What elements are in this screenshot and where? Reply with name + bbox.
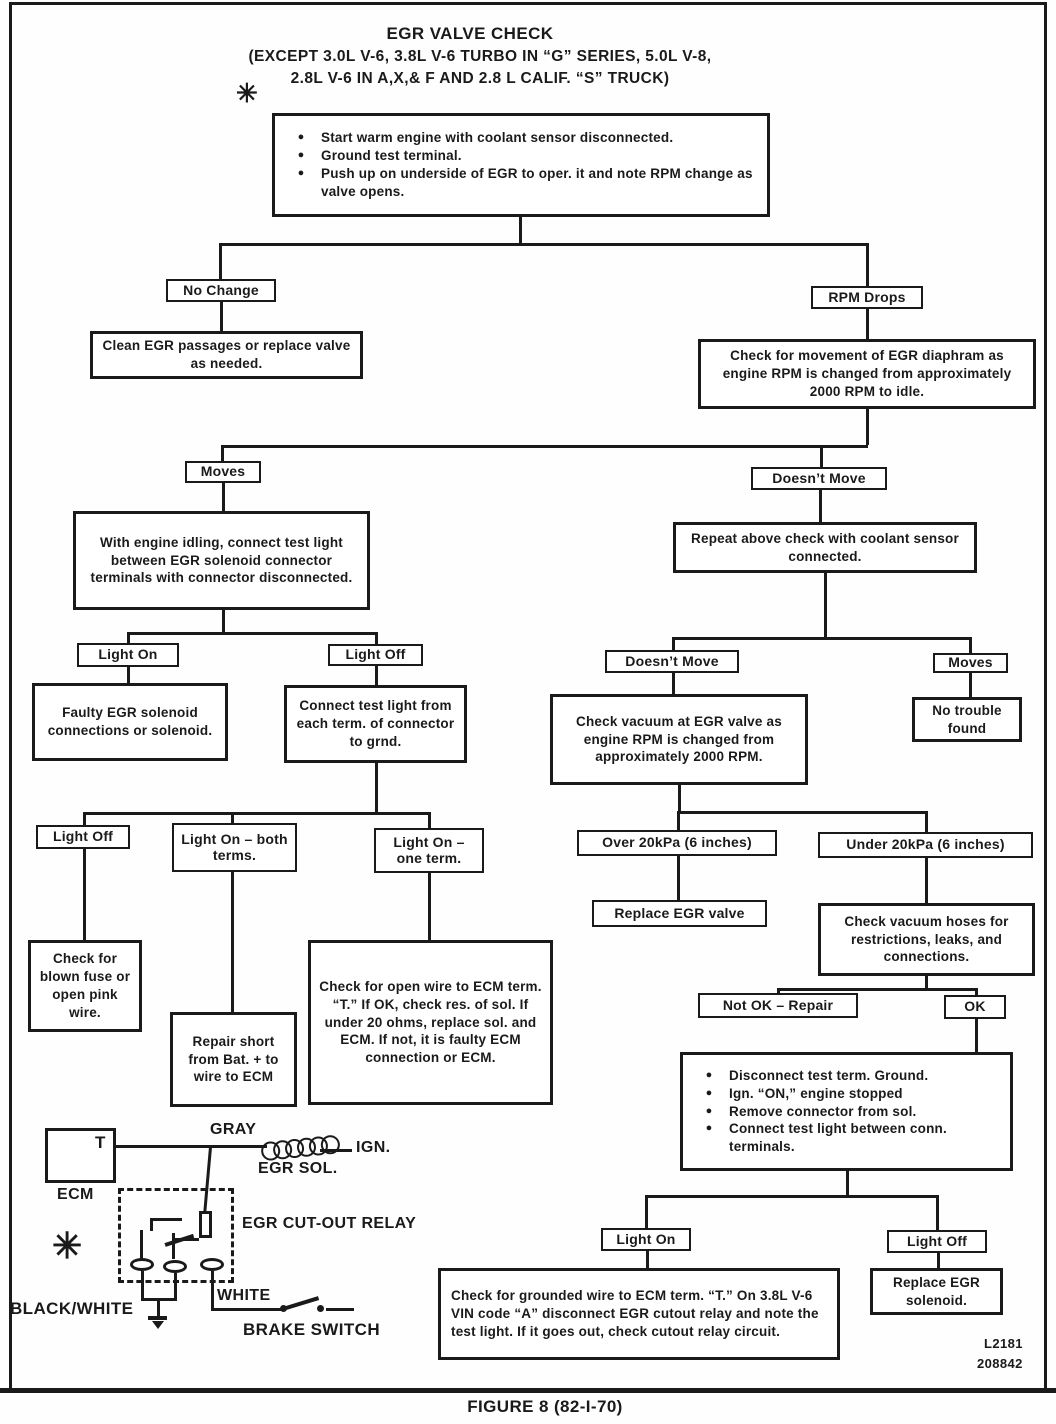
decision-rpm-drops: RPM Drops: [811, 286, 923, 309]
wire-ground: [141, 1271, 144, 1300]
brake-switch-label: BRAKE SWITCH: [243, 1320, 381, 1339]
decision-light-on-1: Light On: [77, 643, 179, 667]
connector: [936, 1195, 939, 1230]
action-repeat-check: Repeat above check with coolant sensor connected.: [673, 522, 977, 573]
relay-internal: [150, 1218, 182, 1221]
decision-ok: OK: [944, 995, 1006, 1019]
relay-coil-icon: [199, 1211, 212, 1238]
connector: [220, 302, 223, 331]
connector: [819, 490, 822, 522]
bullet-icon: ●: [297, 167, 305, 179]
asterisk-icon: ✳: [52, 1225, 83, 1266]
connector: [375, 666, 378, 685]
ground-step: Ign. “ON,” engine stopped: [729, 1085, 903, 1101]
wire-brake: [326, 1308, 354, 1311]
wire-white: [211, 1308, 283, 1311]
connector: [645, 1195, 936, 1198]
relay-internal: [174, 1238, 199, 1241]
decision-light-on-both: Light On – both terms.: [172, 823, 297, 872]
decision-no-change: No Change: [166, 279, 276, 302]
connector: [846, 1171, 849, 1196]
connector: [645, 1195, 648, 1228]
decision-under-kpa: Under 20kPa (6 inches): [818, 832, 1033, 858]
connector: [375, 632, 378, 644]
result-no-trouble: No trouble found: [912, 697, 1022, 742]
switch-blade-icon: [285, 1296, 319, 1309]
ground-step: Disconnect test term. Ground.: [729, 1067, 929, 1083]
relay-internal: [140, 1230, 143, 1260]
bullet-icon: ●: [705, 1086, 713, 1099]
wire-ground: [157, 1300, 160, 1316]
action-idle-test: With engine idling, connect test light between EGR solenoid connector terminals with connector disconnected.: [73, 511, 370, 610]
bullet-icon: ●: [297, 131, 305, 144]
connector: [221, 445, 224, 461]
decision-light-on-one: Light On – one term.: [374, 828, 484, 873]
action-clean-egr: Clean EGR passages or replace valve as needed.: [90, 331, 363, 379]
ground-step: Remove connector from sol.: [729, 1103, 917, 1119]
wire-ground: [174, 1273, 177, 1300]
action-faulty-solenoid: Faulty EGR solenoid connections or solenoid.: [32, 683, 228, 761]
connector: [824, 573, 827, 638]
ground-symbol-icon: [152, 1321, 164, 1329]
decision-light-off-3: Light Off: [887, 1230, 987, 1253]
decision-light-on-2: Light On: [601, 1228, 691, 1251]
connector: [925, 811, 928, 832]
action-replace-valve: Replace EGR valve: [592, 900, 767, 927]
wire-to-ign: [320, 1149, 352, 1152]
page-subtitle-2: 2.8L V-6 IN A,X,& F AND 2.8 L CALIF. “S” TRUCK): [290, 70, 670, 87]
connector: [83, 812, 430, 815]
connector: [221, 445, 868, 448]
connector: [127, 632, 130, 643]
action-check-vacuum: Check vacuum at EGR valve as engine RPM is changed from approximately 2000 RPM.: [550, 694, 808, 785]
connector: [672, 673, 675, 694]
decision-moves-1: Moves: [185, 461, 261, 483]
connector: [231, 812, 234, 823]
decision-over-kpa: Over 20kPa (6 inches): [577, 830, 777, 856]
start-instructions-box: [272, 113, 770, 217]
connector: [677, 811, 926, 814]
page-border-bottom: [0, 1388, 1056, 1393]
ground-steps-box: [680, 1052, 1013, 1171]
connector: [222, 483, 225, 511]
action-connect-each-term: Connect test light from each term. of connector to grnd.: [284, 685, 467, 763]
relay-label: EGR CUT-OUT RELAY: [242, 1215, 417, 1232]
reference-code-1: L2181: [984, 1336, 1023, 1351]
connector: [83, 849, 86, 940]
figure-caption: FIGURE 8 (82-I-70): [467, 1397, 623, 1416]
connector: [428, 812, 431, 828]
connector: [127, 632, 377, 635]
bullet-icon: ●: [705, 1068, 713, 1081]
connector: [672, 637, 971, 640]
connector: [925, 858, 928, 903]
relay-internal: [172, 1233, 175, 1259]
bullet-icon: ●: [297, 149, 305, 162]
connector: [428, 873, 431, 940]
start-step: Ground test terminal.: [321, 148, 462, 164]
connector: [866, 409, 869, 445]
connector: [777, 988, 975, 991]
action-blown-fuse: Check for blown fuse or open pink wire.: [28, 940, 142, 1032]
relay-terminal: [200, 1258, 224, 1271]
ecm-terminal-label: T: [95, 1133, 106, 1152]
page-border-top: [10, 2, 1046, 5]
connector: [866, 309, 869, 339]
connector: [678, 785, 681, 812]
switch-contact-dot: [317, 1305, 324, 1312]
bullet-icon: ●: [705, 1104, 713, 1117]
decision-doesnt-move-2: Doesn’t Move: [605, 650, 739, 673]
relay-terminal: [130, 1258, 154, 1271]
connector: [677, 856, 680, 900]
wire-white-label: WHITE: [217, 1287, 271, 1304]
connector: [866, 243, 869, 286]
relay-internal: [150, 1218, 153, 1231]
action-grounded-wire: Check for grounded wire to ECM term. “T.” On 3.8L V-6 VIN code “A” disconnect EGR cutout relay and note the test light. If it goes out, check cutout relay circuit.: [438, 1268, 840, 1360]
wire-gray-label: GRAY: [210, 1121, 257, 1138]
connector: [83, 812, 86, 825]
egr-sol-label: EGR SOL.: [258, 1160, 338, 1177]
action-repair-short: Repair short from Bat. + to wire to ECM: [170, 1012, 297, 1107]
connector: [519, 215, 522, 243]
decision-light-off-1: Light Off: [328, 644, 423, 666]
start-step: Push up on underside of EGR to oper. it and note RPM change as valve opens.: [321, 166, 753, 199]
connector: [219, 243, 868, 246]
connector: [820, 445, 823, 468]
wire-gray: [115, 1145, 267, 1148]
page-subtitle-1: (EXCEPT 3.0L V-6, 3.8L V-6 TURBO IN “G” SERIES, 5.0L V-8,: [248, 48, 712, 65]
ground-symbol-icon: [148, 1316, 167, 1320]
ign-label: IGN.: [356, 1139, 391, 1156]
connector: [975, 1019, 978, 1053]
page-border-left: [9, 2, 12, 1388]
reference-code-2: 208842: [977, 1356, 1023, 1371]
connector: [222, 610, 225, 633]
connector: [677, 811, 680, 830]
connector: [231, 872, 234, 1012]
connector: [375, 763, 378, 813]
action-check-hoses: Check vacuum hoses for restrictions, leaks, and connections.: [818, 903, 1035, 976]
connector: [127, 667, 130, 683]
action-open-wire: Check for open wire to ECM term. “T.” If OK, check res. of sol. If under 20 ohms, replace sol. and ECM. If not, it is faulty ECM connection or ECM.: [308, 940, 553, 1105]
action-replace-solenoid: Replace EGR solenoid.: [870, 1268, 1003, 1315]
decision-moves-2: Moves: [933, 653, 1008, 673]
connector: [969, 673, 972, 697]
page-title: EGR VALVE CHECK: [386, 24, 554, 43]
relay-terminal: [163, 1260, 187, 1273]
connector: [219, 243, 222, 279]
connector: [937, 1253, 940, 1268]
action-check-diaphragm: Check for movement of EGR diaphram as engine RPM is changed from approximately 2000 RPM to idle.: [698, 339, 1036, 409]
bullet-icon: ●: [705, 1122, 713, 1135]
wire-white: [211, 1271, 214, 1311]
page-border-right: [1044, 2, 1047, 1388]
ecm-label: ECM: [57, 1186, 94, 1203]
decision-light-off-2: Light Off: [36, 825, 130, 849]
ground-step: Connect test light between conn. terminals.: [729, 1121, 947, 1155]
connector: [969, 637, 972, 653]
decision-not-ok: Not OK – Repair: [698, 993, 858, 1018]
asterisk-icon: ✳: [236, 78, 258, 108]
egr-solenoid-coil-icon: [267, 1134, 341, 1160]
decision-doesnt-move-1: Doesn’t Move: [751, 467, 887, 490]
start-step: Start warm engine with coolant sensor disconnected.: [321, 130, 674, 146]
connector: [672, 637, 675, 650]
black-white-label: BLACK/WHITE: [10, 1299, 134, 1318]
